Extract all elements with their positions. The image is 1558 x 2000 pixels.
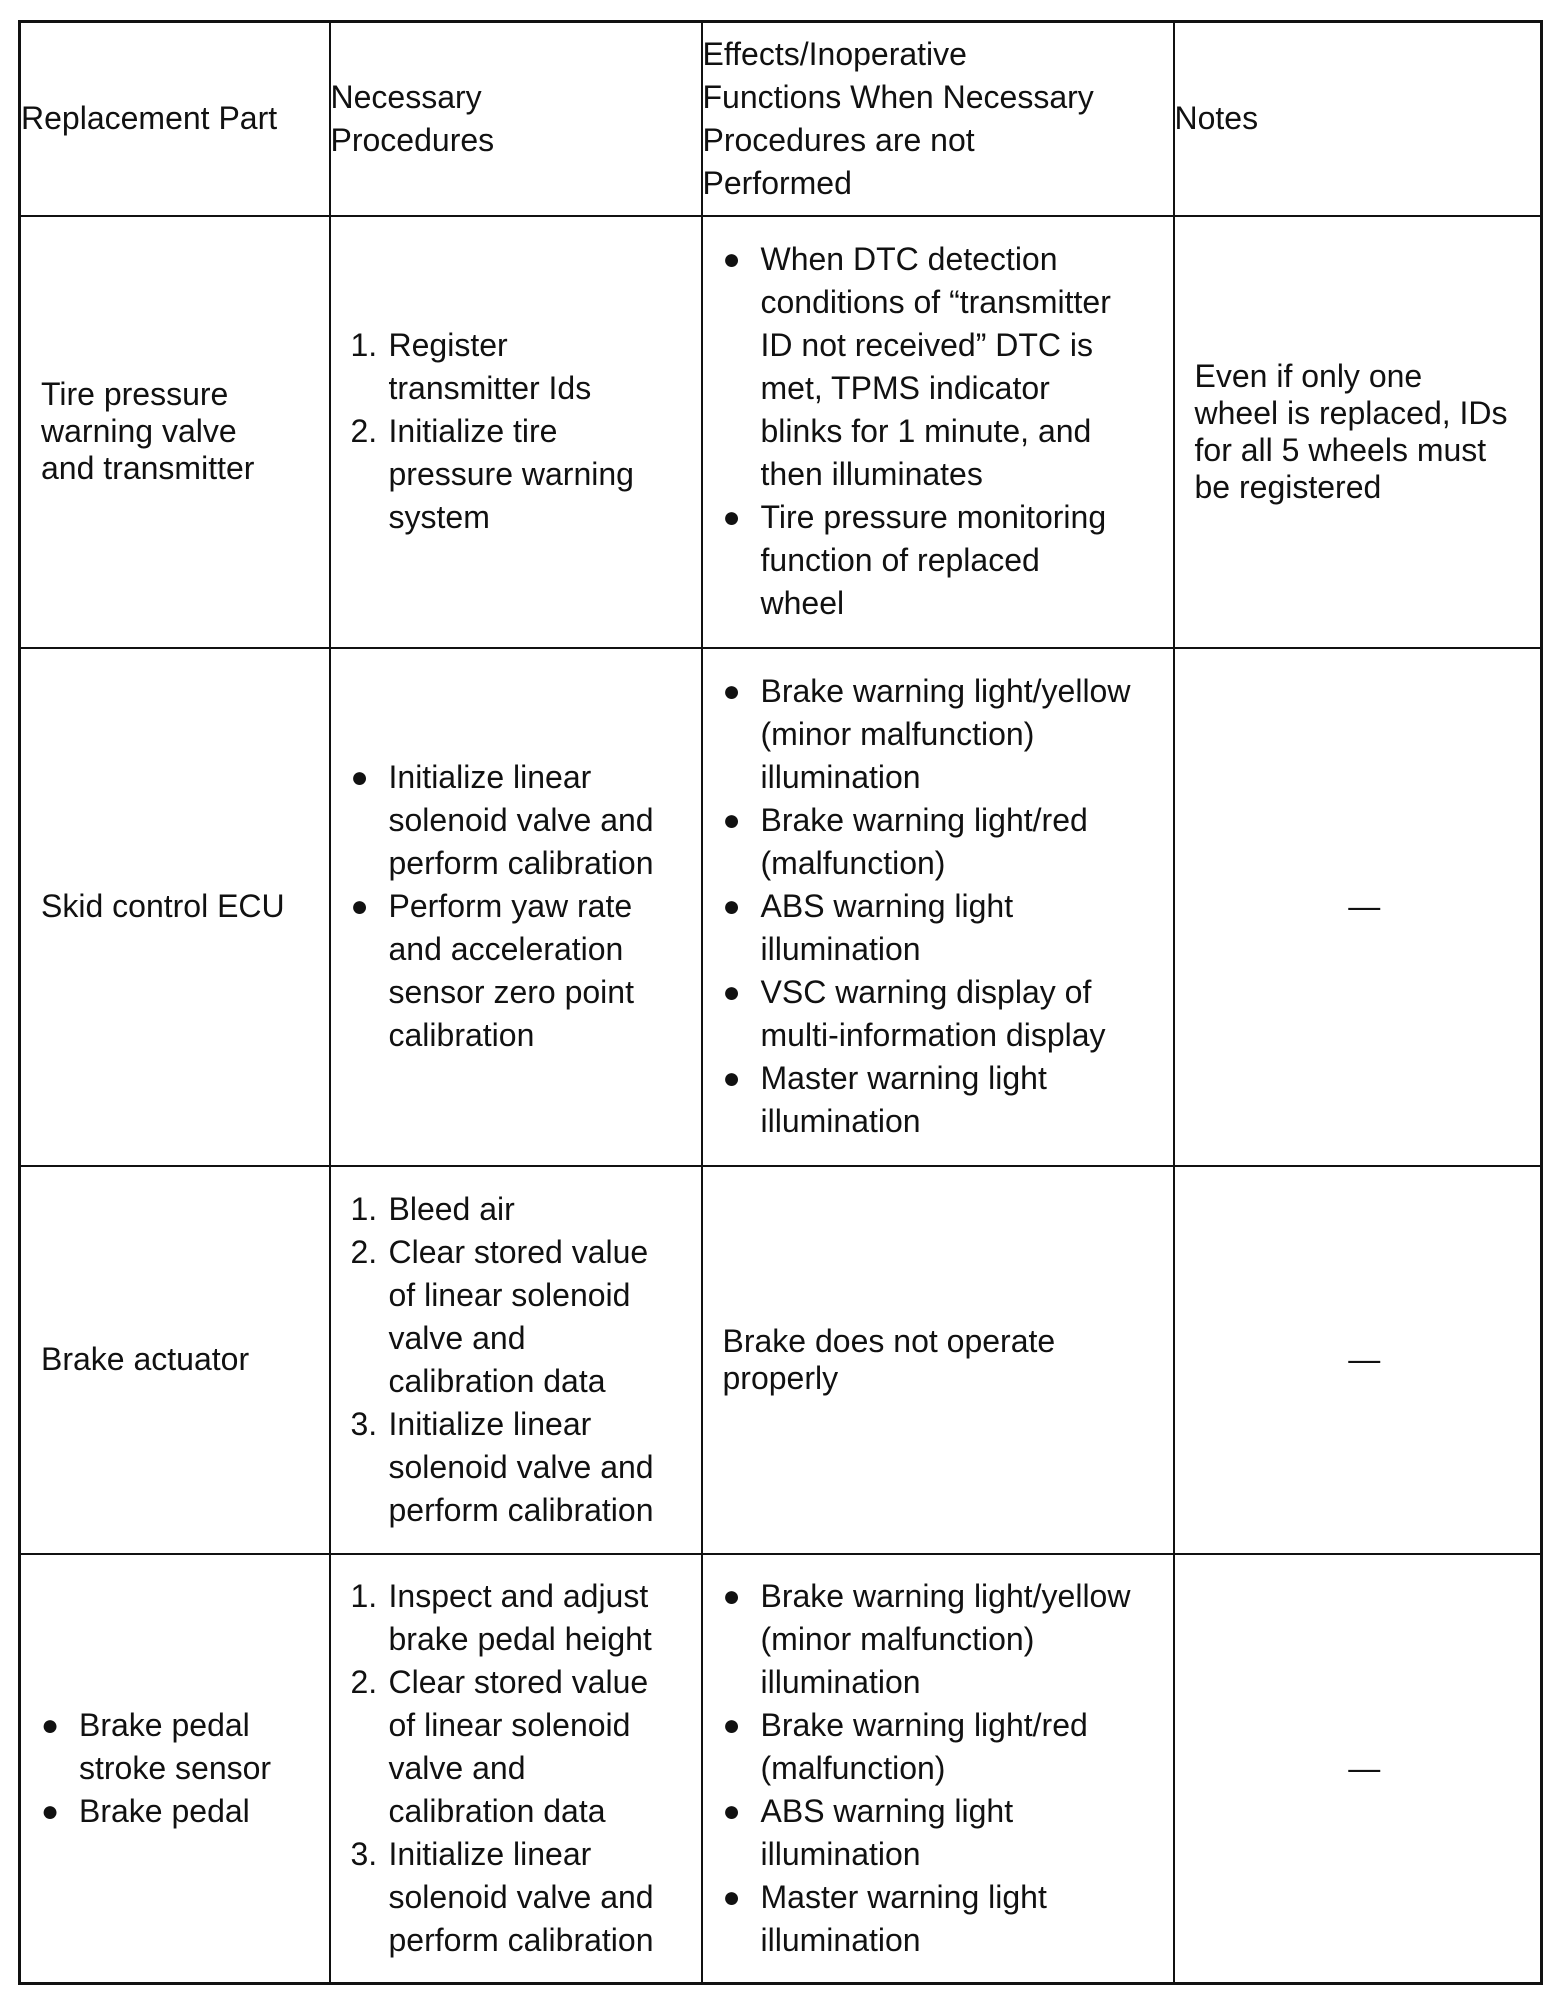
bullet-icon: ●: [722, 976, 741, 1009]
text-line: warning valve: [41, 413, 237, 449]
item-line: of linear solenoid: [388, 1276, 631, 1313]
procedures-cell: [330, 648, 702, 1166]
item-line: ABS warning light: [760, 888, 1014, 924]
item-line: solenoid valve and: [388, 1448, 654, 1485]
text-line: Even if only one: [1194, 357, 1423, 394]
item-line: illumination: [760, 1835, 921, 1872]
item-line: Tire pressure monitoring: [760, 499, 1107, 535]
item-line: Brake pedal: [79, 1792, 250, 1829]
item-line: valve and: [388, 1319, 526, 1356]
effects-cell: [702, 216, 1174, 648]
effects-cell: [702, 1554, 1174, 1984]
item-line: brake pedal height: [388, 1620, 652, 1657]
replacement-procedures-table: [18, 20, 1543, 1985]
effects-cell: [702, 648, 1174, 1166]
table-header-row: [20, 22, 1542, 216]
list-item: [351, 1403, 695, 1532]
step-number: 1.: [350, 327, 378, 363]
list-item: [41, 1790, 319, 1833]
item-line: Brake warning light/red: [760, 1706, 1088, 1743]
bullet-icon: ●: [722, 1880, 741, 1914]
bullet-icon: ●: [722, 501, 741, 534]
cell-text: [1195, 358, 1535, 506]
item-line: calibration data: [388, 1792, 606, 1829]
bulleted-list: [723, 1575, 1167, 1962]
header-effects: [702, 22, 1174, 216]
table-row: [20, 1554, 1542, 1984]
effects-cell: [702, 1166, 1174, 1554]
bullet-icon: ●: [722, 675, 741, 708]
cell-text: [41, 376, 319, 487]
list-item: [351, 1661, 695, 1833]
text-line: Brake does not operate: [722, 1322, 1056, 1359]
list-item: [351, 885, 695, 1057]
list-item: [351, 324, 695, 410]
list-item: [723, 1575, 1167, 1704]
step-number: 1.: [350, 1190, 378, 1227]
list-item: [351, 1575, 695, 1661]
list-item: [351, 756, 695, 885]
list-item: [723, 1790, 1167, 1876]
item-line: calibration data: [388, 1362, 606, 1399]
step-number: 2.: [350, 1663, 378, 1700]
item-line: illumination: [760, 931, 921, 967]
item-line: Master warning light: [760, 1878, 1047, 1915]
empty-note-dash: —: [1348, 888, 1381, 924]
bulleted-list: [723, 670, 1167, 1143]
item-line: illumination: [760, 1921, 921, 1958]
item-line: sensor zero point: [388, 974, 634, 1010]
list-item: [723, 1876, 1167, 1962]
item-line: Clear stored value: [388, 1663, 649, 1700]
part-cell: [20, 1554, 330, 1984]
item-line: Master warning light: [760, 1060, 1047, 1096]
bullet-icon: ●: [350, 890, 369, 923]
item-line: solenoid valve and: [388, 1878, 654, 1915]
header-line: Necessary: [330, 78, 482, 115]
bulleted-list: [41, 1704, 319, 1833]
cell-text: [723, 1323, 1167, 1397]
item-line: Perform yaw rate: [388, 888, 633, 924]
bullet-icon: ●: [722, 890, 741, 923]
text-line: and transmitter: [41, 450, 255, 486]
item-line: (minor malfunction): [760, 1620, 1035, 1657]
list-item: [351, 1231, 695, 1403]
text-line: wheel is replaced, IDs: [1194, 394, 1508, 431]
list-item: [723, 1057, 1167, 1143]
list-item: [41, 1704, 319, 1790]
item-line: Brake warning light/red: [760, 802, 1088, 838]
bullet-icon: ●: [722, 1579, 741, 1613]
item-line: met, TPMS indicator: [760, 370, 1050, 406]
header-necessary-procedures: [330, 22, 702, 216]
item-line: illumination: [760, 759, 921, 795]
bullet-icon: ●: [722, 243, 741, 276]
item-line: valve and: [388, 1749, 526, 1786]
item-line: perform calibration: [388, 845, 654, 881]
part-cell: [20, 1166, 330, 1554]
procedures-cell: [330, 1166, 702, 1554]
text-line: properly: [722, 1359, 839, 1396]
item-line: multi-information display: [760, 1017, 1106, 1053]
step-number: 3.: [350, 1835, 378, 1872]
bullet-icon: ●: [41, 1708, 60, 1742]
item-line: Initialize linear: [388, 1405, 592, 1442]
item-line: then illuminates: [760, 456, 983, 492]
list-item: [351, 1188, 695, 1231]
item-line: pressure warning: [388, 456, 634, 492]
item-line: When DTC detection: [760, 241, 1058, 277]
text-line: Brake actuator: [41, 1341, 250, 1377]
item-line: Register: [388, 327, 508, 363]
item-line: (malfunction): [760, 1749, 946, 1786]
header-line: Procedures: [330, 121, 495, 158]
text-line: be registered: [1194, 468, 1382, 505]
bullet-icon: ●: [41, 1794, 60, 1828]
header-replacement-part: [20, 22, 330, 216]
notes-cell: [1174, 1554, 1542, 1984]
numbered-list: [351, 1575, 695, 1962]
item-line: (minor malfunction): [760, 716, 1035, 752]
item-line: ID not received” DTC is: [760, 327, 1094, 363]
list-item: [723, 496, 1167, 625]
part-cell: [20, 216, 330, 648]
empty-note-dash: —: [1348, 1749, 1381, 1786]
table-row: [20, 1166, 1542, 1554]
header-line: Notes: [1174, 100, 1259, 137]
step-number: 2.: [350, 1233, 378, 1270]
table-row: [20, 648, 1542, 1166]
item-line: calibration: [388, 1017, 535, 1053]
list-item: [723, 971, 1167, 1057]
list-item: [723, 885, 1167, 971]
item-line: solenoid valve and: [388, 802, 654, 838]
table-row: [20, 216, 1542, 648]
step-number: 3.: [350, 1405, 378, 1442]
header-line: Performed: [702, 164, 852, 201]
item-line: transmitter Ids: [388, 370, 592, 406]
item-line: perform calibration: [388, 1921, 654, 1958]
bullet-icon: ●: [722, 1062, 741, 1095]
header-line: Procedures are not: [702, 121, 975, 158]
header-notes: [1174, 22, 1542, 216]
procedures-cell: [330, 216, 702, 648]
item-line: illumination: [760, 1663, 921, 1700]
item-line: Clear stored value: [388, 1233, 649, 1270]
step-number: 1.: [350, 1577, 378, 1614]
list-item: [723, 238, 1167, 496]
item-line: Bleed air: [388, 1190, 515, 1227]
list-item: [351, 1833, 695, 1962]
item-line: wheel: [760, 585, 845, 621]
item-line: system: [388, 499, 490, 535]
notes-cell: [1174, 648, 1542, 1166]
item-line: Brake pedal: [79, 1706, 250, 1743]
list-item: [723, 1704, 1167, 1790]
item-line: and acceleration: [388, 931, 624, 967]
list-item: [723, 670, 1167, 799]
header-line: Functions When Necessary: [702, 78, 1094, 115]
item-line: of linear solenoid: [388, 1706, 631, 1743]
bulleted-list: [723, 238, 1167, 625]
item-line: Initialize linear: [388, 759, 592, 795]
bullet-icon: ●: [722, 804, 741, 837]
part-cell: [20, 648, 330, 1166]
item-line: conditions of “transmitter: [760, 284, 1111, 320]
numbered-list: [351, 1188, 695, 1532]
header-line: Effects/Inoperative: [702, 35, 967, 72]
item-line: (malfunction): [760, 845, 946, 881]
item-line: Initialize tire: [388, 413, 558, 449]
bullet-icon: ●: [722, 1794, 741, 1828]
list-item: [351, 410, 695, 539]
notes-cell: [1174, 216, 1542, 648]
item-line: VSC warning display of: [760, 974, 1092, 1010]
numbered-list: [351, 324, 695, 539]
step-number: 2.: [350, 413, 378, 449]
item-line: stroke sensor: [79, 1749, 272, 1786]
item-line: perform calibration: [388, 1491, 654, 1528]
item-line: blinks for 1 minute, and: [760, 413, 1092, 449]
procedures-cell: [330, 1554, 702, 1984]
text-line: Skid control ECU: [41, 888, 285, 924]
cell-text: [41, 888, 319, 925]
item-line: Initialize linear: [388, 1835, 592, 1872]
bulleted-list: [351, 756, 695, 1057]
header-line: Replacement Part: [21, 100, 278, 137]
bullet-icon: ●: [350, 761, 369, 794]
bullet-icon: ●: [722, 1708, 741, 1742]
item-line: Brake warning light/yellow: [760, 1577, 1131, 1614]
text-line: for all 5 wheels must: [1194, 431, 1487, 468]
item-line: Inspect and adjust: [388, 1577, 649, 1614]
notes-cell: [1174, 1166, 1542, 1554]
cell-text: [41, 1341, 319, 1378]
list-item: [723, 799, 1167, 885]
text-line: Tire pressure: [41, 376, 229, 412]
item-line: illumination: [760, 1103, 921, 1139]
empty-note-dash: —: [1348, 1341, 1381, 1377]
item-line: Brake warning light/yellow: [760, 673, 1131, 709]
item-line: function of replaced: [760, 542, 1040, 578]
item-line: ABS warning light: [760, 1792, 1014, 1829]
